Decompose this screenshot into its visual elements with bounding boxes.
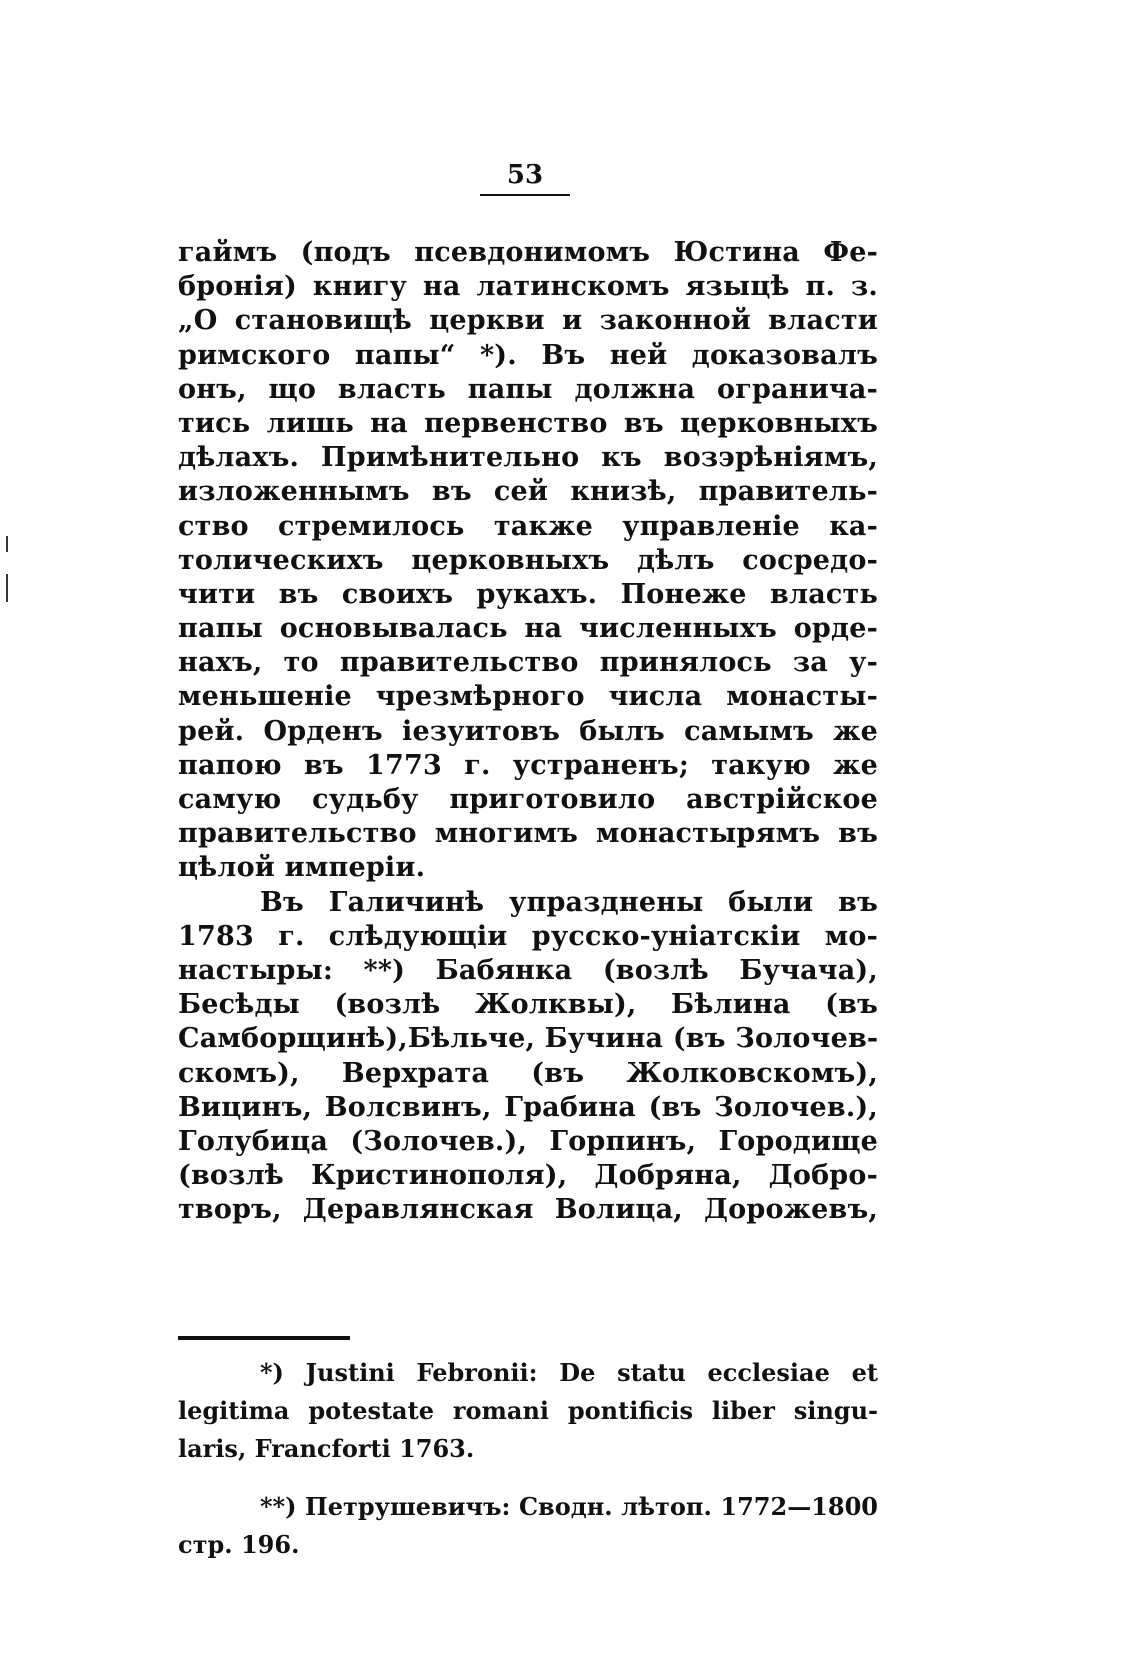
text-line: скомъ), Верхрата (въ Жолковскомъ), [178,1057,878,1089]
footnote-2 [178,1488,878,1564]
main-text [178,236,878,1227]
footnote-line: стр. 196. [178,1530,300,1559]
text-line: бронія) книгу на латинскомъ языцѣ п. з. [178,271,878,303]
footnote-line: legitima potestate romani pontificis liber singu- [178,1396,878,1425]
text-line: чити въ своихъ рукахъ. Понеже власть [178,578,878,610]
text-line: папы основывалась на численныхъ орде- [178,613,878,645]
page-number-underline [480,194,570,196]
footnote-line: **) Петрушевичъ: Сводн. лѣтоп. 1772—1800 [260,1492,878,1521]
text-line: правительство многимъ монастырямъ въ [178,818,878,850]
text-line: Голубица (Золочев.), Горпинъ, Городище [178,1125,878,1157]
text-line: папою въ 1773 г. устраненъ; такую же [178,749,878,781]
text-line: изложеннымъ въ сей книзѣ, правитель- [178,476,878,508]
text-line: меньшеніе чрезмѣрного числа монасты- [178,681,878,713]
text-line: самую судьбу приготовило австрійское [178,784,878,815]
text-line: настыры: **) Бабянка (возлѣ Бучача), [178,954,878,986]
text-line: Самборщинѣ),Бѣльче, Бучина (въ Золочев- [178,1023,879,1055]
text-line: творъ, Деравлянская Волица, Дорожевъ, [178,1194,878,1226]
margin-scan-mark [6,574,8,602]
margin-scan-mark [6,536,8,552]
footnote-1 [178,1354,878,1468]
footnote-gap [178,1468,878,1488]
footnote-separator [178,1336,350,1340]
text-line: гаймъ (подъ псевдонимомъ Юстина Фе- [178,237,878,268]
text-line: (возлѣ Кристинополя), Добряна, Добро- [178,1160,878,1192]
footnote-line: laris, Francforti 1763. [178,1434,475,1463]
text-line: римского папы“ *). Въ ней доказовалъ [178,339,878,371]
text-line: дѣлахъ. Примѣнительно къ возэрѣніямъ, [178,442,878,474]
text-line: нахъ, то правительство принялось за у- [178,647,878,679]
text-line: толическихъ церковныхъ дѣлъ сосредо- [178,544,878,576]
text-line: Вицинъ, Волсвинъ, Грабина (въ Золочев.), [178,1091,878,1123]
page-number: 53 [506,160,544,190]
text-line: ство стремилось также управленіе ка- [178,510,878,542]
text-line: рей. Орденъ іезуитовъ былъ самымъ же [178,715,878,747]
text-line: онъ, що власть папы должна ограничa- [178,373,878,405]
footnotes [178,1354,878,1564]
text-line: 1783 г. слѣдующіи русско-уніатскіи мо- [178,920,878,952]
text-line: „О становищѣ церкви и законной власти [178,305,878,337]
text-line: Въ Галичинѣ упразднены были въ [260,886,878,918]
footnote-line: *) Justini Febronii: De statu ecclesiae et [260,1358,878,1387]
text-line: Бесѣды (возлѣ Жолквы), Бѣлина (въ [178,989,878,1021]
text-line: цѣлой имперіи. [178,852,426,884]
text-line: тись лишь на первенство въ церковныхъ [178,407,878,439]
